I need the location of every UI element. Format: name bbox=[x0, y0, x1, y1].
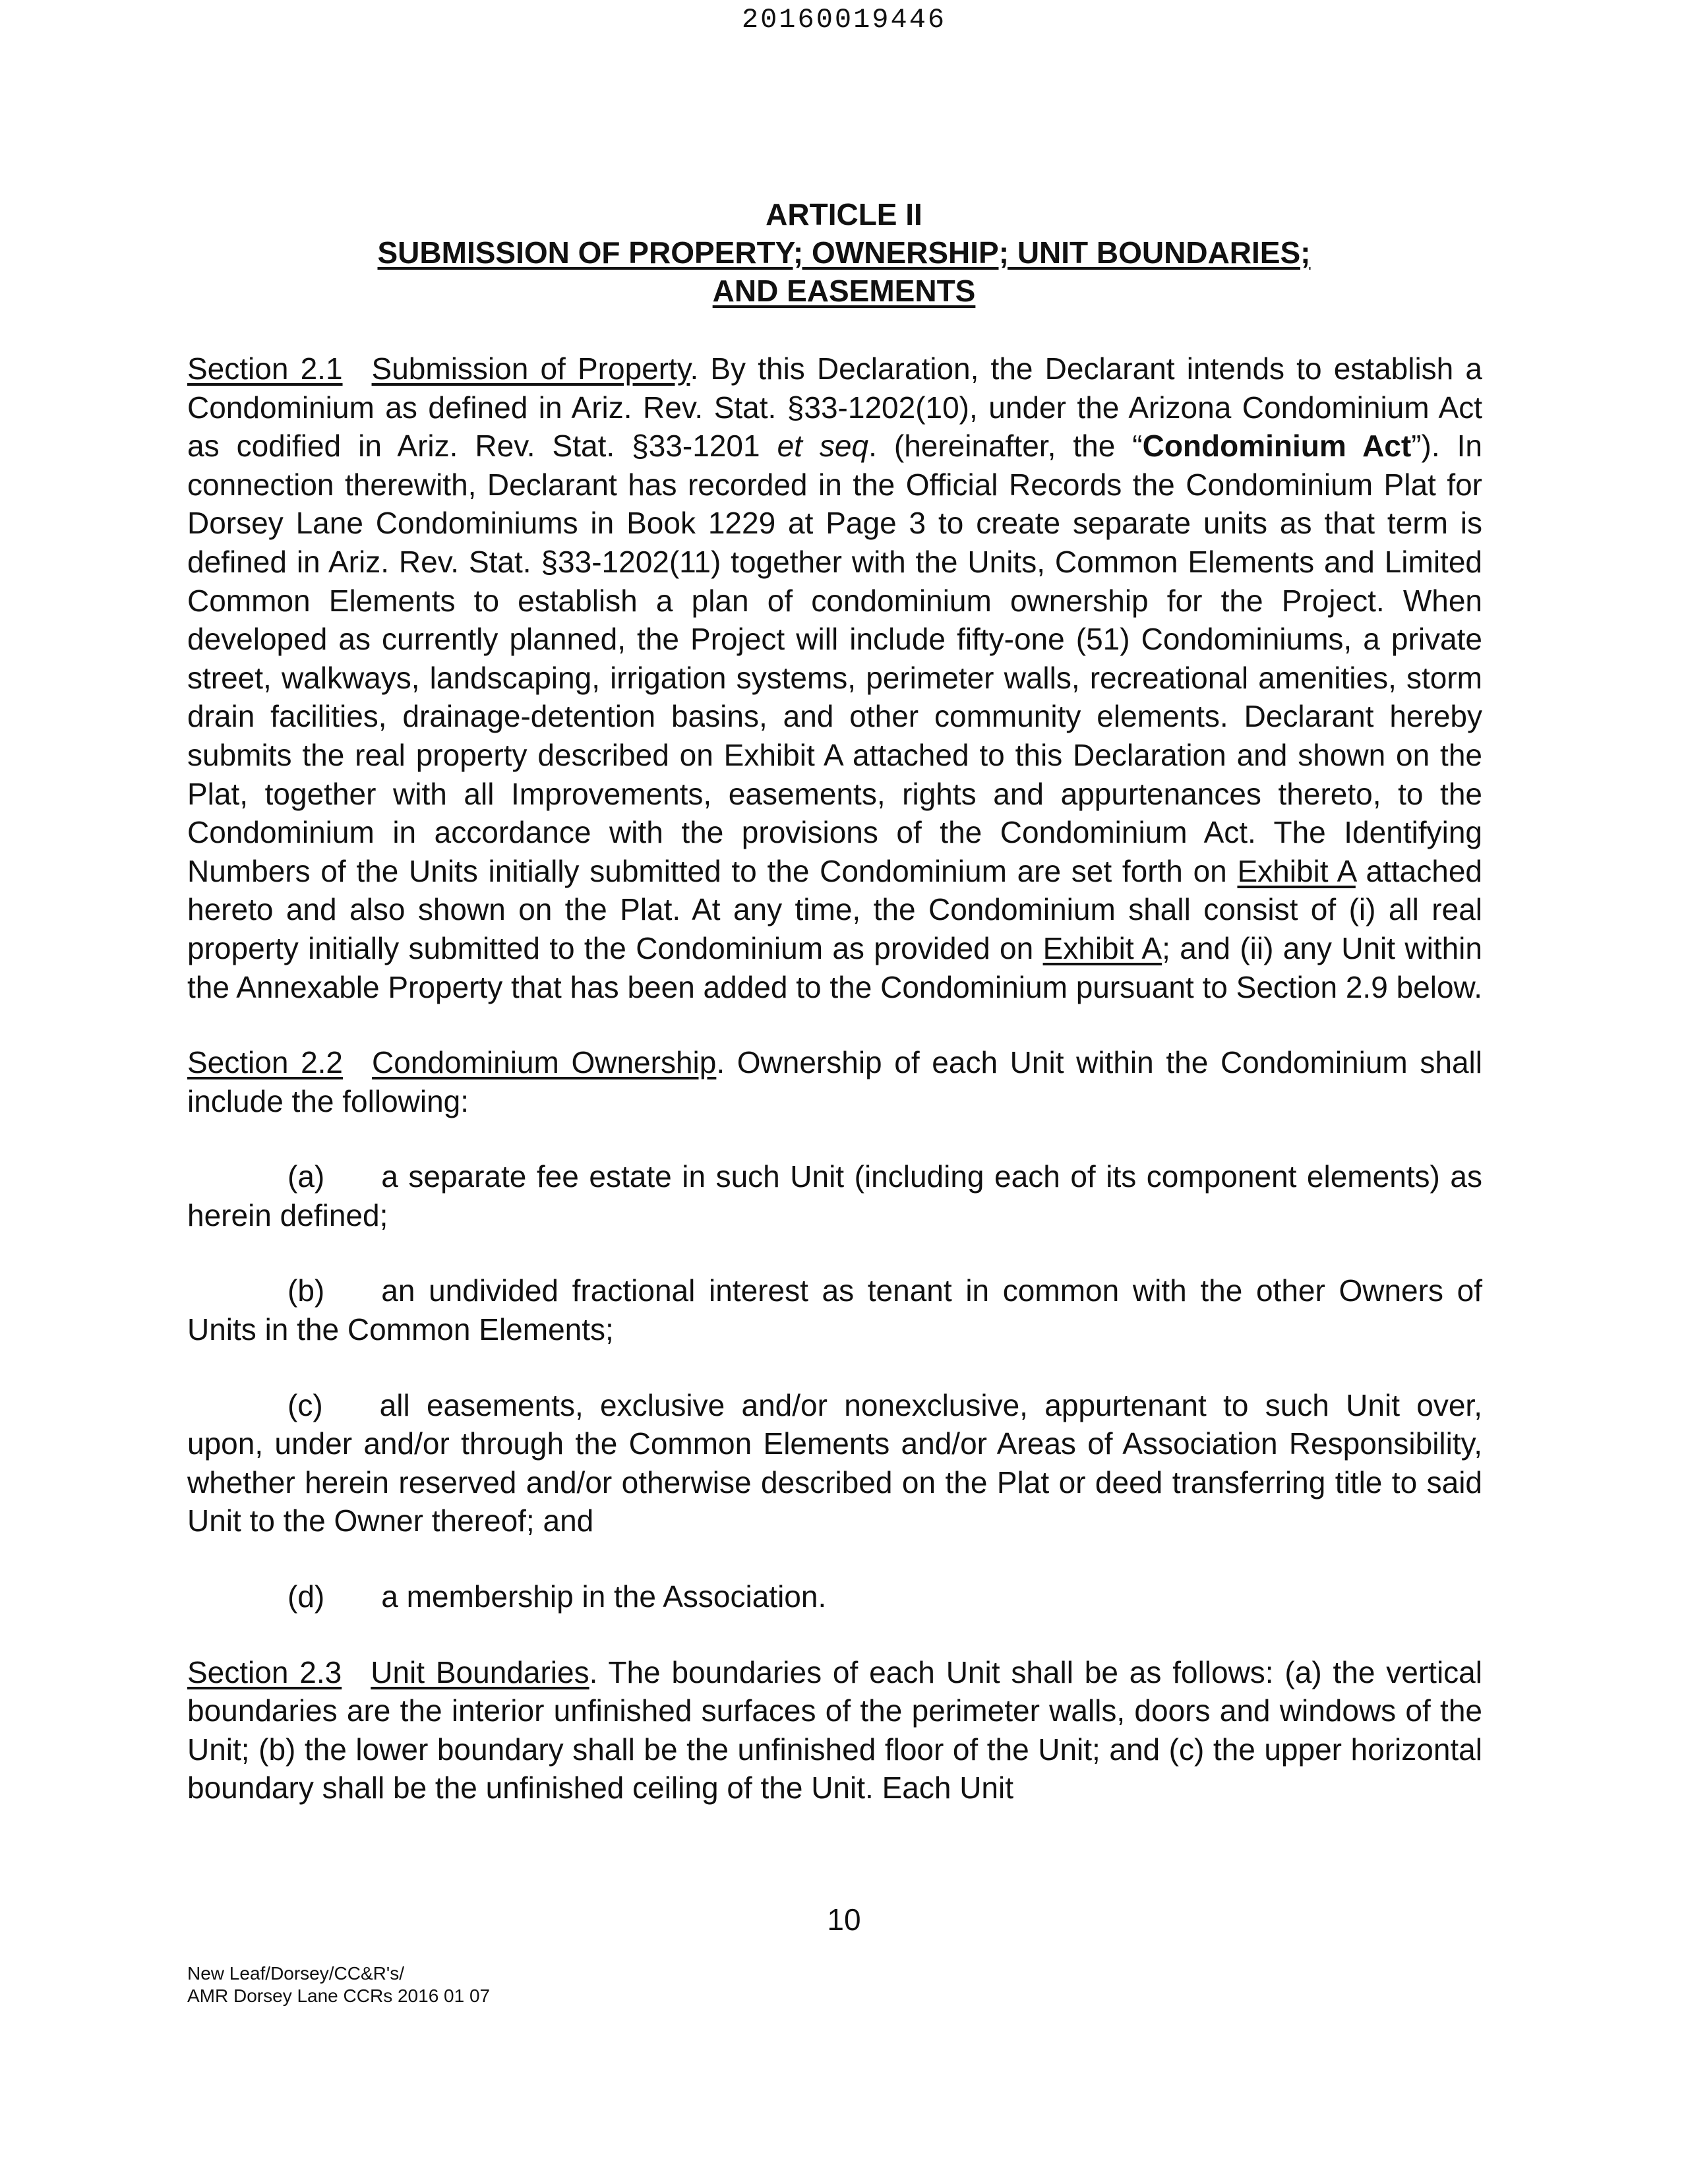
list-label: (c) bbox=[287, 1387, 323, 1422]
section-2-1 bbox=[187, 349, 1482, 1006]
section-text: attached hereto and also shown on the Plat. At any time, the Condominium shall consist of (i) all real property initially submitted to the Condominium as provided on bbox=[187, 853, 1483, 965]
section-text: . (hereinafter, the “ bbox=[868, 429, 1143, 464]
article-subtitle-line2: AND EASEMENTS bbox=[712, 274, 976, 308]
document-number: 20160019446 bbox=[741, 4, 947, 36]
section-heading: Submission of Property bbox=[371, 351, 690, 386]
section-2-2 bbox=[187, 1043, 1482, 1120]
list-label: (d) bbox=[287, 1579, 325, 1614]
exhibit-reference: Exhibit A bbox=[1237, 853, 1356, 888]
list-label: (a) bbox=[287, 1159, 325, 1194]
section-number: Section 2.1 bbox=[187, 351, 343, 386]
defined-term: Condominium Act bbox=[1142, 429, 1412, 464]
page-number: 10 bbox=[827, 1902, 861, 1937]
footer-reference bbox=[187, 1962, 490, 2007]
list-item-d bbox=[187, 1577, 1482, 1616]
section-text: . By this Declaration, the Declarant intends to establish a Condominium as defined in Ariz. Rev. Stat. §33-1202(10), under the Arizona Condominium Act as codified in Ariz. Rev. Stat. §33-1201 bbox=[187, 351, 1482, 464]
list-item-b bbox=[187, 1271, 1482, 1349]
list-label: (b) bbox=[287, 1273, 325, 1308]
section-heading: Unit Boundaries bbox=[371, 1654, 589, 1689]
section-heading: Condominium Ownership bbox=[372, 1045, 717, 1080]
list-text: all easements, exclusive and/or nonexclusive, appurtenant to such Unit over, upon, under and/or through the Common Elements and/or Areas of Association Responsibility, whether herein reserved and/or otherwise described on the Plat or deed transferring title to said Unit to the Owner thereof; and bbox=[187, 1387, 1482, 1538]
section-number: Section 2.2 bbox=[187, 1045, 344, 1080]
exhibit-reference: Exhibit A bbox=[1042, 930, 1162, 965]
section-text: ; and (ii) any Unit within the Annexable Property that has been added to the Condominium pursuant to Section 2.9 below. bbox=[187, 930, 1483, 1004]
footer-line: AMR Dorsey Lane CCRs 2016 01 07 bbox=[187, 1986, 491, 2006]
article-heading bbox=[198, 195, 1490, 310]
document-body bbox=[187, 349, 1482, 1807]
footer-line: New Leaf/Dorsey/CC&R's/ bbox=[187, 1963, 404, 1984]
section-2-3 bbox=[187, 1653, 1482, 1807]
list-text: a membership in the Association. bbox=[381, 1579, 827, 1614]
italic-text: et seq bbox=[777, 429, 869, 464]
section-text: . Ownership of each Unit within the Condominium shall include the following: bbox=[187, 1045, 1482, 1118]
list-text: an undivided fractional interest as tenant in common with the other Owners of Units in the Common Elements; bbox=[187, 1273, 1482, 1347]
article-subtitle-line1: SUBMISSION OF PROPERTY; OWNERSHIP; UNIT BOUNDARIES; bbox=[377, 235, 1311, 270]
section-text: ”). In connection therewith, Declarant has recorded in the Official Records the Condominium Plat for Dorsey Lane Condominiums in Book 1229 at Page 3 to create separate units as that term is defined in Ariz. Rev. Stat. §33-1202(11) together with the Units, Common Elements and Limited Common Elements to establish a plan of condominium ownership for the Project. When developed as currently planned, the Project will include fifty-one (51) Condominiums, a private street, walkways, landscaping, irrigation systems, perimeter walls, recreational amenities, storm drain facilities, drainage-detention basins, and other community elements. Declarant hereby submits the real property described on Exhibit A attached to this Declaration and shown on the Plat, together with all Improvements, easements, rights and appurtenances thereto, to the Condominium in accordance with the provisions of the Condominium Act. The Identifying Numbers of the Units initially submitted to the Condominium are set forth on bbox=[187, 429, 1482, 888]
article-title: ARTICLE II bbox=[766, 197, 922, 231]
list-item-c bbox=[187, 1386, 1482, 1540]
section-text: . The boundaries of each Unit shall be as follows: (a) the vertical boundaries are the interior unfinished surfaces of the perimeter walls, doors and windows of the Unit; (b) the lower boundary shall be the unfinished floor of the Unit; and (c) the upper horizontal boundary shall be the unfinished ceiling of the Unit. Each Unit bbox=[187, 1654, 1482, 1805]
list-text: a separate fee estate in such Unit (including each of its component elements) as herein defined; bbox=[187, 1159, 1482, 1232]
section-number: Section 2.3 bbox=[187, 1654, 342, 1689]
list-item-a bbox=[187, 1157, 1482, 1234]
